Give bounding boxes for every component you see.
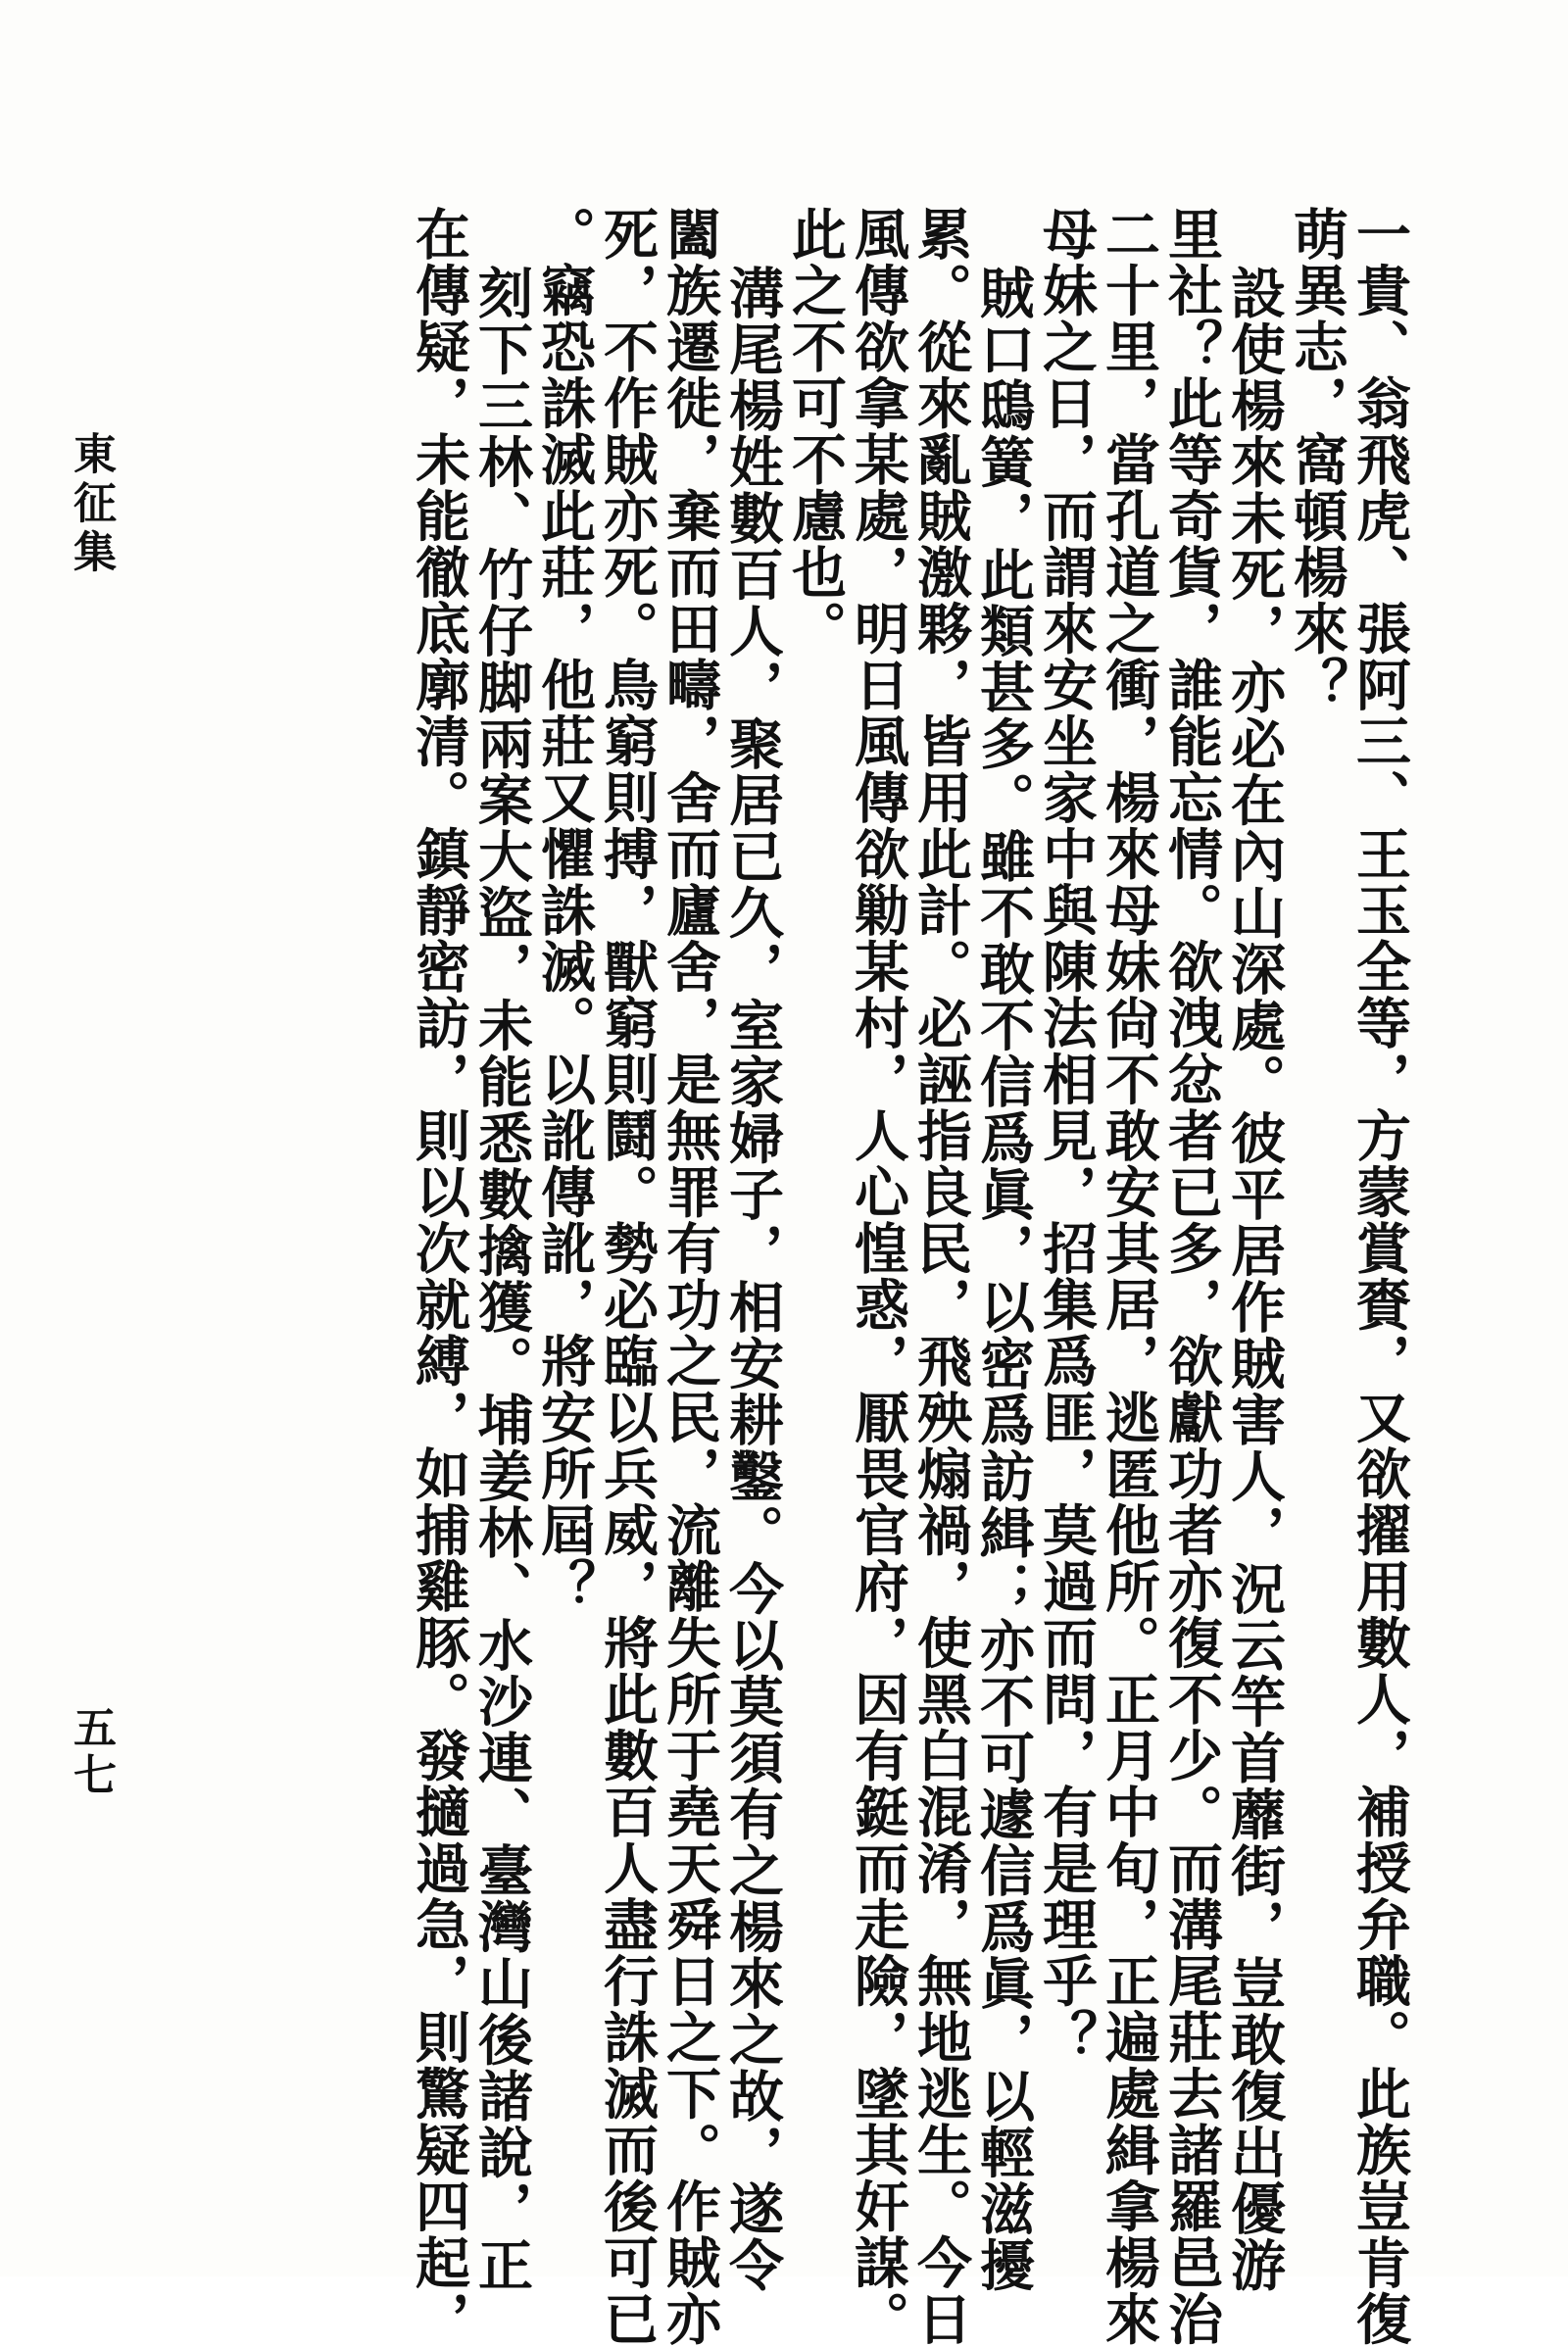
page-number: 五七 [66, 1705, 116, 1799]
text-column: 死，不作賊亦死。鳥窮則搏，獸窮則鬪。勢必臨以兵威，將此數百人盡行誅滅而後可已 [595, 206, 660, 2347]
text-column: 賊口鴟簧，此類甚多。雖不敢不信爲眞，以密爲訪緝；亦不可遽信爲眞，以輕滋擾 [971, 265, 1036, 2293]
text-column: 闔族遷徙，棄而田疇，舍而廬舍，是無罪有功之民，流離失所于堯天舜日之下。作賊亦 [658, 206, 722, 2347]
text-column: 此之不可不慮也。 [783, 206, 848, 657]
text-column: 母妹之日，而謂來安坐家中與陳法相見，招集爲匪，莫過而問，有是理乎？ [1034, 206, 1099, 2066]
text-column: 。竊恐誅滅此莊，他莊又懼誅滅。以訛傳訛，將安所屆？ [532, 206, 597, 1615]
text-column: 設使楊來未死，亦必在內山深處。彼平居作賊害人，況云竿首蘼街，豈敢復出優游 [1222, 265, 1287, 2293]
text-column: 風傳欲拿某處，明日風傳欲勦某村，人心惶惑，厭畏官府，因有鋌而走險，墜其奸謀。 [846, 206, 910, 2347]
text-column: 一貴、翁飛虎、張阿三、王玉全等，方蒙賞賚，又欲擢用數人，補授弁職。此族豈肯復 [1348, 206, 1412, 2347]
text-column: 萌異志，窩頓楊來？ [1285, 206, 1349, 713]
text-column: 在傳疑，未能徹底廓清。鎮靜密訪，則以次就縛，如捕雞豚。發擿過急，則驚疑四起， [407, 206, 471, 2347]
text-column: 刻下三林、竹仔脚兩案大盜，未能悉數擒獲。埔姜林、水沙連、臺灣山後諸說，正 [469, 265, 534, 2293]
text-column: 里社？此等奇貨，誰能忘情。欲洩忿者已多，欲獻功者亦復不少。而溝尾莊去諸羅邑治 [1159, 206, 1224, 2347]
book-title: 東征集 [66, 431, 116, 578]
text-column: 二十里，當孔道之衝，楊來母妹尙不敢安其居，逃匿他所。正月中旬，正遍處緝拿楊來 [1097, 206, 1161, 2347]
text-column: 累。從來亂賊激夥，皆用此計。必誣指良民，飛殃煽禍，使黑白混淆，無地逃生。今日 [908, 206, 973, 2347]
text-column: 溝尾楊姓數百人，聚居已久，室家婦子，相安耕鑿。今以莫須有之楊來之故，遂令 [720, 265, 785, 2293]
